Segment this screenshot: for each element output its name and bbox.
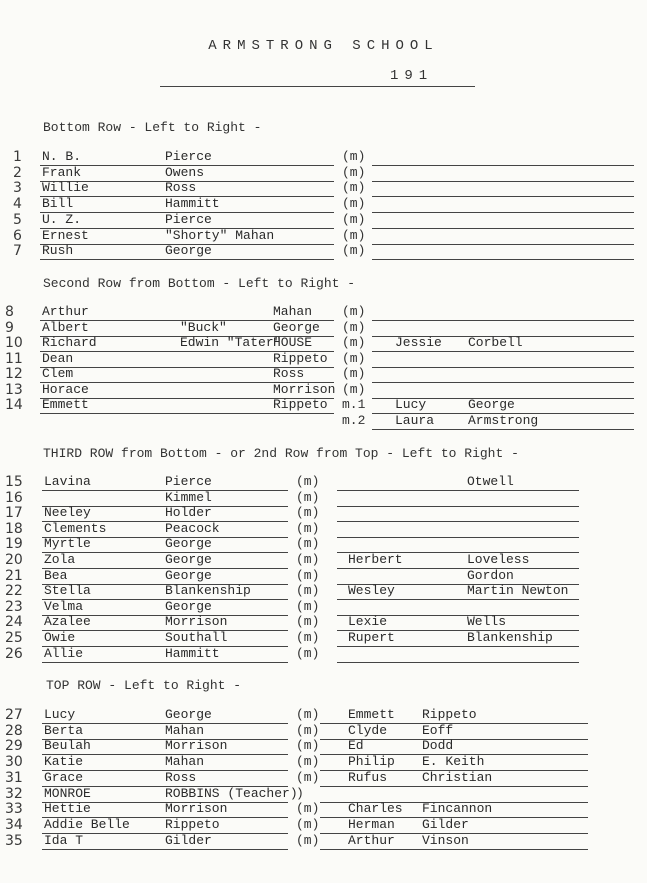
person-row [0,834,647,850]
married-marker: (m) [342,180,366,196]
first-name: Bill [42,196,74,212]
person-row [0,787,647,803]
spouse-first-name: Arthur [348,832,395,848]
first-name: Myrtle [44,536,91,552]
last-name: Mahan [165,722,205,738]
name-underline [42,849,288,850]
heading-bottom-row: Bottom Row - Left to Right - [43,120,262,135]
last-name: Southall [165,630,228,645]
spouse-first-name: Philip [348,754,395,770]
last-name: George [165,598,212,614]
year-field: 191 [390,68,434,84]
person-row [0,553,647,569]
first-name: MONROE [44,785,91,801]
spouse-last-name: Wells [467,614,507,630]
row-number: 17 [5,505,23,522]
spouse-first-name: Rupert [348,630,395,645]
spouse-first-name: Charles [348,801,403,817]
married-marker: (m) [296,769,320,785]
spouse-first-name: Herbert [348,552,403,567]
person-row [0,491,647,507]
first-name: Dean [42,350,74,366]
last-name: Pierce [165,149,212,164]
row-number: 14 [5,397,23,413]
last-name: "Shorty" Mahan [165,227,275,243]
last-name: Hammitt [165,645,220,661]
row-number: 19 [5,536,23,553]
row-number: 6 [13,227,22,244]
married-marker: (m) [296,801,320,817]
person-row [0,213,647,229]
row-number: 35 [5,832,23,849]
spouse-last-name: Vinson [422,832,469,848]
married-marker: (m) [296,832,320,848]
last-name: Holder [165,505,212,521]
first-name: Allie [44,645,84,661]
married-marker: (m) [296,583,320,599]
row-number: 9 [5,319,14,336]
person-row [0,181,647,197]
married-marker: (m) [296,598,320,614]
person-row [0,244,647,260]
person-row [0,755,647,771]
first-name: Hettie [44,801,91,817]
spouse-last-name: Armstrong [468,412,539,428]
spouse-first-name: Herman [348,816,395,832]
last-name: Rippeto [273,350,328,366]
married-marker: (m) [342,227,366,243]
person-row [0,600,647,616]
row-number: 8 [5,304,14,320]
person-row [0,197,647,213]
person-row [0,166,647,182]
married-marker: (m) [342,243,366,259]
person-row [0,352,647,368]
first-name: Ernest [42,227,89,243]
last-name: Blankenship [165,583,251,599]
married-marker: (m) [342,319,366,335]
married-marker: (m) [296,738,320,754]
last-name: George [273,319,320,335]
married-marker: (m) [342,196,366,212]
married-marker: (m) [342,211,366,227]
last-name: HOUSE [273,335,313,350]
spouse-last-name: Christian [422,769,493,785]
married-marker: (m) [342,335,366,350]
person-row [0,708,647,724]
first-name: N. B. [42,149,82,164]
first-name: Clements [44,520,107,536]
married-marker: (m) [296,630,320,645]
last-name: George [165,707,212,722]
first-name: Bea [44,567,68,583]
row-number: 28 [5,722,23,739]
married-marker: (m) [342,164,366,180]
person-row [0,615,647,631]
spouse-last-name: Corbell [468,335,523,350]
first-name: Owie [44,630,76,645]
married-marker: m.2 [342,412,366,428]
row-number: 21 [5,567,23,584]
middle-name: Edwin "Tater" [180,335,282,350]
row-number: 29 [5,738,23,755]
last-name: George [165,243,212,259]
spouse-last-name: Gilder [422,816,469,832]
row-number: 22 [5,583,23,600]
married-marker: m.1 [342,397,366,412]
row-number: 34 [5,816,23,833]
spouse-first-name: Ed [348,738,364,754]
last-name: Ross [165,180,197,196]
last-name: Morrison [273,381,336,397]
married-marker: (m) [342,381,366,397]
first-name: Katie [44,754,84,770]
last-name: Pierce [165,211,212,227]
spouse-first-name: Jessie [395,335,442,350]
spouse-first-name: Clyde [348,722,388,738]
spouse-first-name: Lexie [348,614,388,630]
first-name: Emmett [42,397,89,412]
first-name: Rush [42,243,74,259]
last-name: Morrison [165,614,228,630]
row-number: 20 [5,552,23,568]
row-number: 32 [5,785,23,802]
last-name: George [165,567,212,583]
last-name: Morrison [165,801,228,817]
first-name: Zola [44,552,76,567]
last-name: Hammitt [165,196,220,212]
spouse-last-name: Dodd [422,738,454,754]
spouse-last-name: Loveless [467,552,530,567]
first-name: Horace [42,381,89,397]
name-underline [40,259,334,260]
first-name: Frank [42,164,82,180]
married-marker: (m) [296,645,320,661]
first-name: Lucy [44,707,76,722]
first-name: U. Z. [42,211,82,227]
spouse-last-name: Eoff [422,722,454,738]
row-number: 11 [5,350,23,367]
first-name: Clem [42,366,74,381]
person-row [0,336,647,352]
first-name: Neeley [44,505,91,521]
first-name: Berta [44,722,84,738]
person-row [0,229,647,245]
person-row-extra [0,414,647,430]
married-marker: (m) [342,304,366,319]
person-row [0,739,647,755]
person-row [0,771,647,787]
last-name: Mahan [165,754,205,770]
person-row [0,631,647,647]
last-name: Rippeto [273,397,328,412]
spouse-first-name: Lucy [395,397,427,412]
first-name: Grace [44,769,84,785]
last-name: Peacock [165,520,220,536]
married-marker: (m) [296,754,320,770]
married-marker: ) [296,785,304,801]
married-marker: (m) [296,722,320,738]
year-underline [160,86,475,87]
married-marker: (m) [296,520,320,536]
spouse-first-name: Emmett [348,707,395,722]
spouse-last-name: Gordon [467,567,514,583]
last-name: Ross [273,366,305,381]
last-name: Rippeto [165,816,220,832]
row-number: 26 [5,645,23,662]
row-number: 7 [13,243,22,260]
married-marker: (m) [296,614,320,630]
row-number: 31 [5,769,23,786]
spouse-underline [320,849,588,850]
person-row [0,537,647,553]
spouse-first-name: Laura [395,412,435,428]
last-name: Ross [165,769,197,785]
row-number: 15 [5,474,23,490]
first-name: Beulah [44,738,91,754]
row-number: 27 [5,707,23,723]
heading-third-row: THIRD ROW from Bottom - or 2nd Row from Top - Left to Right - [43,446,519,461]
row-number: 4 [13,196,22,213]
last-name: Mahan [273,304,313,319]
spouse-first-name: Rufus [348,769,388,785]
first-name: Addie Belle [44,816,130,832]
spouse-last-name: Fincannon [422,801,493,817]
first-name: Willie [42,180,89,196]
first-name: Richard [42,335,97,350]
married-marker: (m) [342,149,366,164]
spouse-first-name: Wesley [348,583,395,599]
spouse-last-name: Otwell [467,474,514,489]
spouse-underline [337,662,579,663]
last-name: George [165,552,212,567]
person-row [0,647,647,663]
row-number: 23 [5,598,23,615]
person-row [0,321,647,337]
last-name: Pierce [165,474,212,489]
married-marker: (m) [296,474,320,489]
spouse-last-name: George [468,397,515,412]
married-marker: (m) [296,489,320,505]
married-marker: (m) [342,366,366,381]
married-marker: (m) [296,816,320,832]
spouse-last-name: Martin Newton [467,583,569,599]
row-number: 16 [5,489,23,506]
first-name: Velma [44,598,84,614]
married-marker: (m) [342,350,366,366]
row-number: 5 [13,211,22,228]
last-name: Owens [165,164,205,180]
married-marker: (m) [296,567,320,583]
person-row [0,367,647,383]
row-number: 25 [5,630,23,646]
row-number: 33 [5,801,23,818]
row-number: 1 [13,149,22,165]
person-row [0,584,647,600]
spouse-last-name: E. Keith [422,754,485,770]
person-row [0,569,647,585]
first-name: Azalee [44,614,91,630]
spouse-underline [372,259,634,260]
married-marker: (m) [296,552,320,567]
spouse-last-name: Blankenship [467,630,553,645]
last-name: Kimmel [165,489,212,505]
spouse-last-name: Rippeto [422,707,477,722]
person-row [0,150,647,166]
last-name: Gilder [165,832,212,848]
row-number: 24 [5,614,23,631]
heading-top-row: TOP ROW - Left to Right - [46,678,242,693]
married-marker: (m) [296,536,320,552]
first-name: Lavina [44,474,91,489]
last-name: George [165,536,212,552]
person-row [0,724,647,740]
row-number: 12 [5,366,23,382]
person-row [0,802,647,818]
first-name: Arthur [42,304,89,319]
person-row [0,522,647,538]
person-row [0,818,647,834]
middle-name: "Buck" [180,319,227,335]
row-number: 2 [13,164,22,181]
last-name: Morrison [165,738,228,754]
person-row [0,305,647,321]
first-name: Albert [42,319,89,335]
married-marker: (m) [296,505,320,521]
row-number: 30 [5,754,23,771]
married-marker: (m) [296,707,320,722]
row-number: 18 [5,520,23,537]
row-number: 10 [5,335,23,351]
row-number: 3 [13,180,22,197]
person-row [0,475,647,491]
last-name: ROBBINS (Teacher) [165,785,298,801]
person-row [0,506,647,522]
row-number: 13 [5,381,23,398]
person-row [0,398,647,414]
first-name: Ida T [44,832,84,848]
heading-second-row: Second Row from Bottom - Left to Right - [43,276,356,291]
first-name: Stella [44,583,91,599]
name-underline [42,662,288,663]
spouse-underline [372,429,634,430]
page-title: ARMSTRONG SCHOOL [208,38,439,54]
